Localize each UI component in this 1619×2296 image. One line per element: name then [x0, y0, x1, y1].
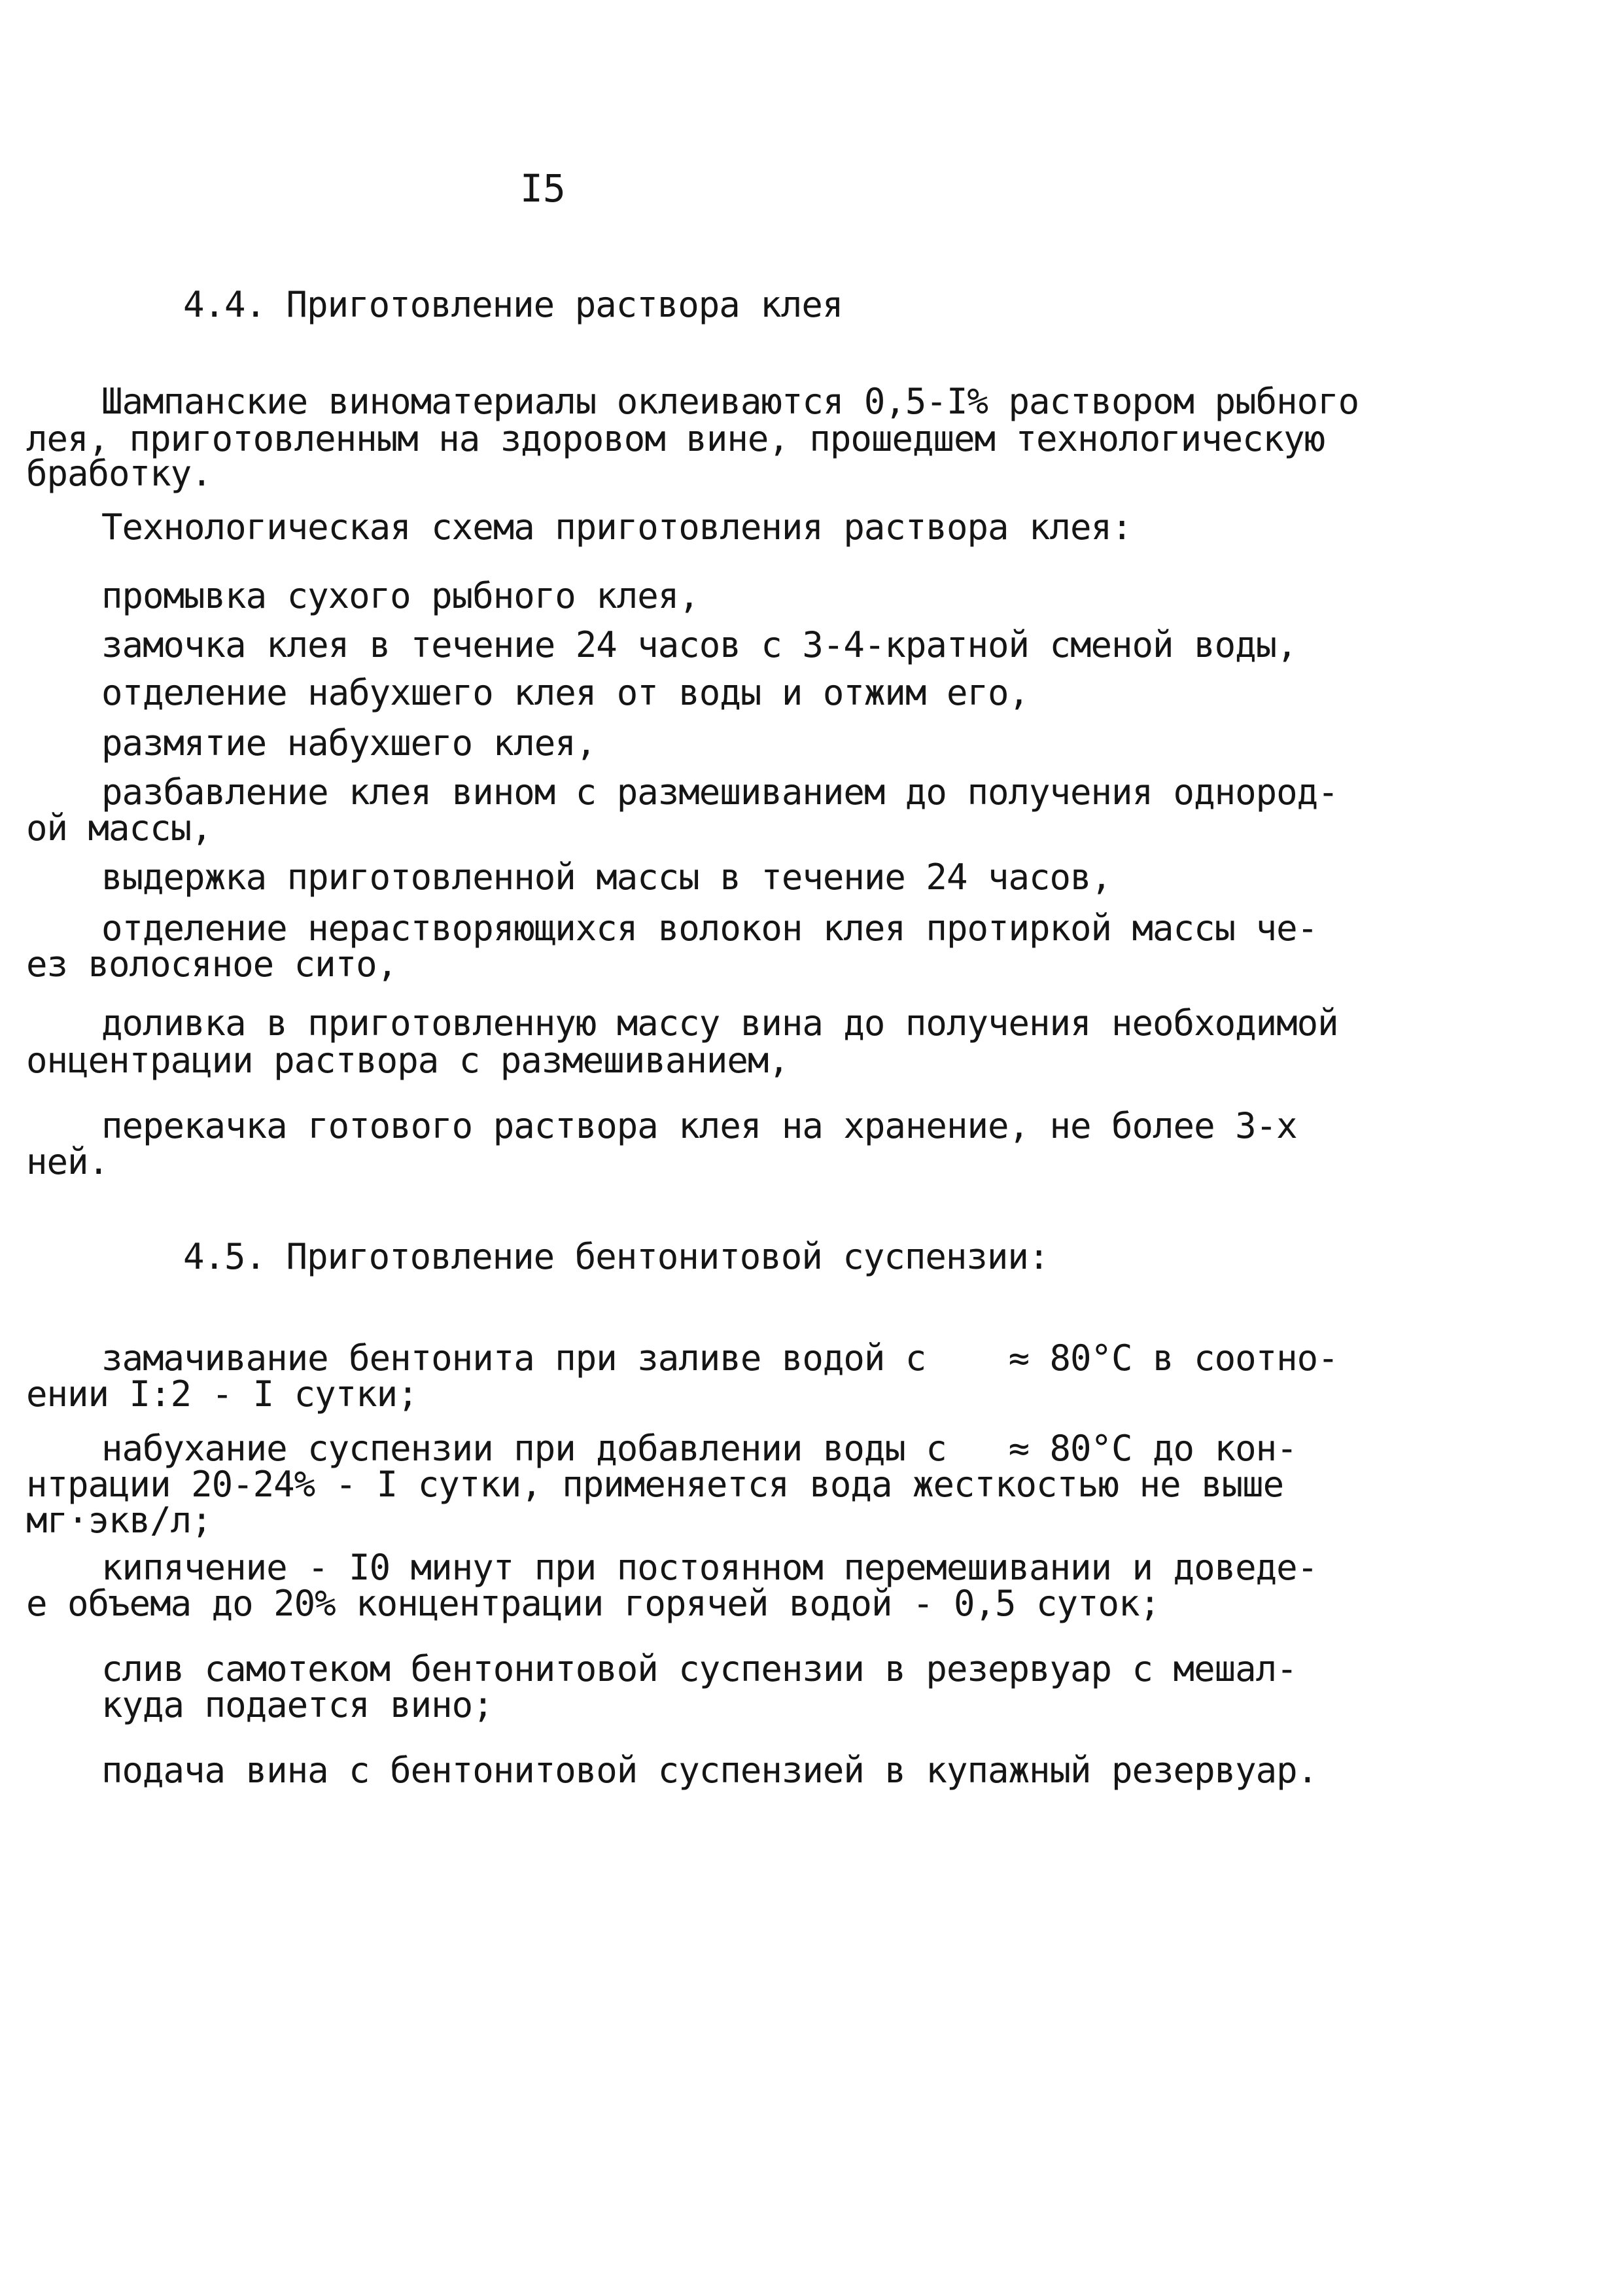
step-45-4-a: слив самотеком бентонитовой суспензии в резервуар с мешал- [101, 1648, 1297, 1689]
page-number: I5 [520, 166, 566, 211]
step-44-8-a: доливка в приготовленную массу вина до получения необходимой [101, 1002, 1338, 1044]
step-44-1: промывка сухого рыбного клея, [101, 575, 699, 616]
step-44-7-b: ез волосяное сито, [26, 944, 398, 985]
step-44-9-a: перекачка готового раствора клея на хранение, не более 3-х [101, 1105, 1297, 1146]
intro-line-3: бработку. [26, 453, 212, 494]
step-44-7-a: отделение нерастворяющихся волокон клея протиркой массы че- [101, 908, 1318, 949]
intro-line-1: Шампанские виноматериалы оклеиваются 0,5-I% раствором рыбного [101, 381, 1359, 422]
step-45-2-b: нтрации 20-24% - I сутки, применяется вода жесткостью не выше [26, 1464, 1284, 1505]
step-45-4-b: куда подается вино; [101, 1684, 493, 1725]
step-45-3-b: е объема до 20% концентрации горячей водой - 0,5 суток; [26, 1583, 1160, 1624]
step-45-1-a: замачивание бентонита при заливе водой с ≈ 80°С в соотно- [101, 1337, 1338, 1379]
step-44-4: размятие набухшего клея, [101, 722, 597, 764]
section-heading-4-5: 4.5. Приготовление бентонитовой суспензии: [183, 1236, 1049, 1277]
step-45-2-c: мг·экв/л; [26, 1500, 212, 1541]
step-45-1-b: ении I:2 - I сутки; [26, 1373, 418, 1415]
step-45-5: подача вина с бентонитовой суспензией в купажный резервуар. [101, 1750, 1318, 1791]
step-44-2: замочка клея в течение 24 часов с 3-4-кратной сменой воды, [101, 624, 1297, 665]
step-44-5-a: разбавление клея вином с размешиванием до получения однород- [101, 771, 1338, 813]
step-45-2-a: набухание суспензии при добавлении воды с ≈ 80°С до кон- [101, 1428, 1297, 1469]
step-45-3-a: кипячение - I0 минут при постоянном перемешивании и доведе- [101, 1547, 1318, 1588]
scheme-title: Технологическая схема приготовления раствора клея: [101, 506, 1132, 548]
step-44-8-b: онцентрации раствора с размешиванием, [26, 1040, 789, 1081]
step-44-6: выдержка приготовленной массы в течение 24 часов, [101, 857, 1112, 898]
step-44-3: отделение набухшего клея от воды и отжим его, [101, 672, 1029, 713]
intro-line-2: лея, приготовленным на здоровом вине, прошедшем технологическую [26, 418, 1325, 459]
step-44-5-b: ой массы, [26, 807, 212, 849]
section-heading-4-4: 4.4. Приготовление раствора клея [183, 284, 843, 325]
step-44-9-b: ней. [26, 1141, 109, 1182]
